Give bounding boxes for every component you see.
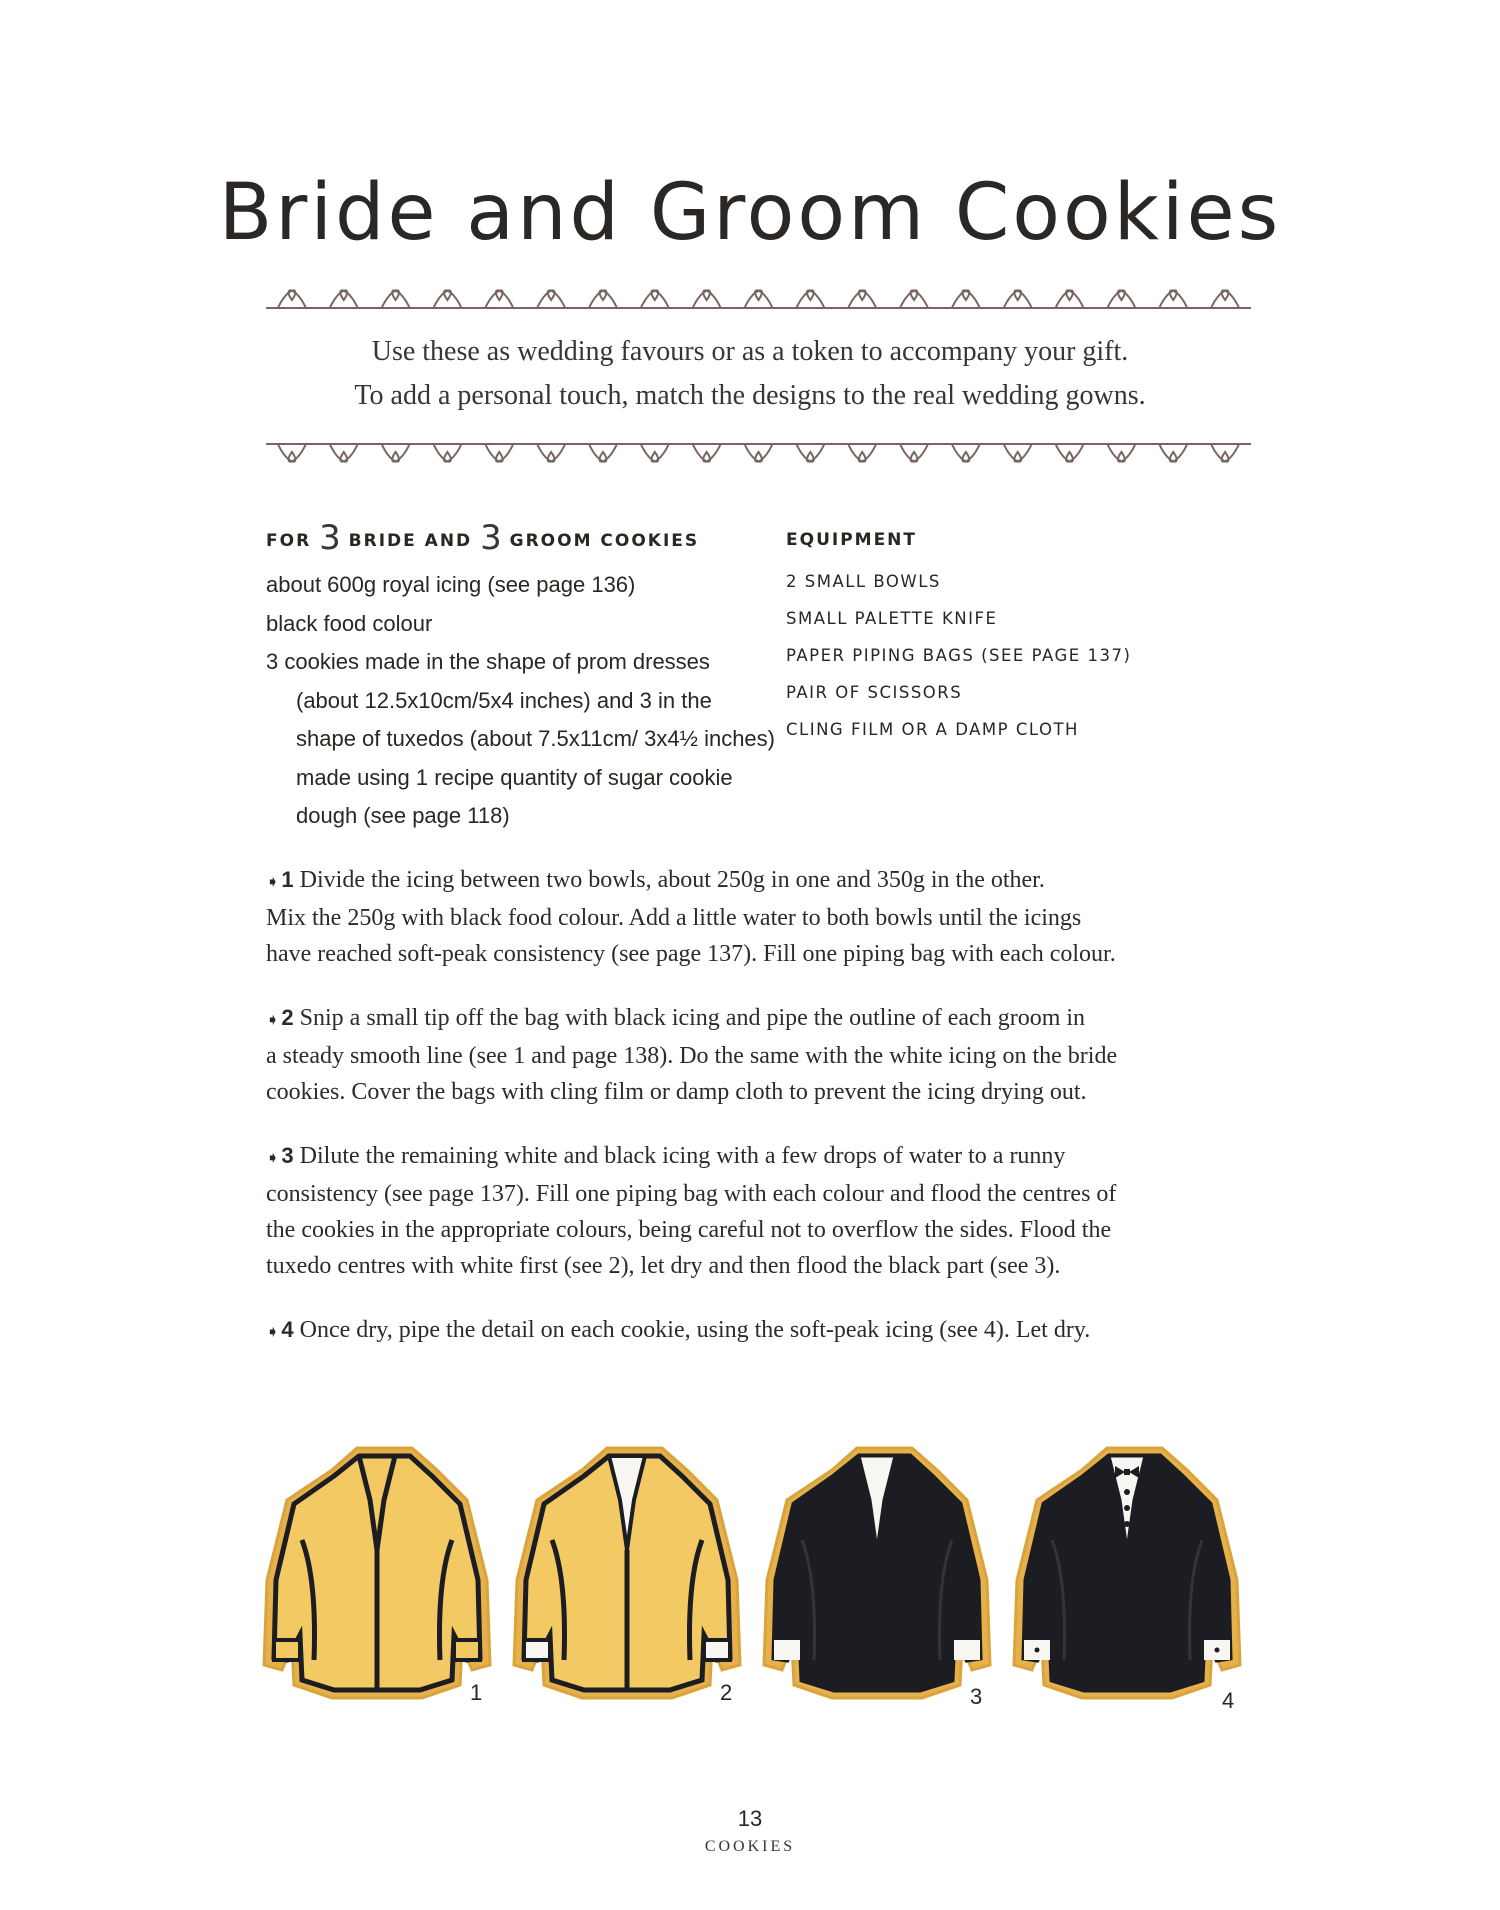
step-4 <box>266 1312 1266 1350</box>
intro-text <box>200 330 1300 418</box>
page-footer <box>0 1806 1500 1856</box>
method-steps <box>266 862 1266 1378</box>
step-arrow-icon: ➧ <box>266 1322 280 1341</box>
ingredients-section <box>266 518 776 836</box>
photo-label: 1 <box>470 1680 483 1705</box>
divider-loop <box>952 444 980 462</box>
photo-step-4 <box>1012 1430 1242 1730</box>
divider-loop <box>1211 290 1239 308</box>
step-1 <box>266 862 1266 972</box>
divider-loop <box>589 444 617 462</box>
equipment-section <box>786 530 1266 748</box>
divider-loop <box>1159 290 1187 308</box>
photo-label: 3 <box>970 1684 983 1709</box>
tuxedo-cookie-image <box>512 1430 742 1710</box>
ingredient-item: black food colour <box>266 610 433 636</box>
equipment-item: CLING FILM OR A DAMP CLOTH <box>786 720 1079 739</box>
tuxedo-cookie-image <box>762 1430 992 1710</box>
divider-loop <box>641 290 669 308</box>
heading-text: FOR <box>266 531 312 551</box>
heading-number: 3 <box>480 518 502 558</box>
equipment-list <box>786 563 1266 748</box>
divider-loop <box>278 290 306 308</box>
equipment-item: SMALL PALETTE KNIFE <box>786 609 998 628</box>
divider-loop <box>537 290 565 308</box>
step-text-line: Dilute the remaining white and black icing with a few drops of water to a runny <box>299 1143 1066 1169</box>
photo-step-3 <box>762 1430 992 1730</box>
divider-loop <box>382 444 410 462</box>
step-arrow-icon: ➧ <box>266 1148 280 1167</box>
divider-loop <box>641 444 669 462</box>
step-number: 2 <box>281 1005 294 1030</box>
photo-step-2 <box>512 1430 742 1730</box>
divider-loop <box>848 290 876 308</box>
step-arrow-icon: ➧ <box>266 872 280 891</box>
equipment-item: PAIR OF SCISSORS <box>786 683 963 702</box>
divider-loop <box>1056 290 1084 308</box>
step-text-line: Snip a small tip off the bag with black icing and pipe the outline of each groom in <box>299 1005 1086 1031</box>
step-arrow-icon: ➧ <box>266 1010 280 1029</box>
photo-label: 4 <box>1222 1688 1235 1713</box>
divider-loop <box>1159 444 1187 462</box>
step-text-line: tuxedo centres with white first (see 2), let dry and then flood the black part (see 3). <box>266 1253 1061 1279</box>
ingredient-item: about 600g royal icing (see page 136) <box>266 572 636 597</box>
ingredient-item: 3 cookies made in the shape of prom dresses (about 12.5x10cm/5x4 inches) and 3 in the shape of tuxedos (about 7.5x11cm/ 3x4½ inches) made using 1 recipe quantity of sugar cookie dough (see page 118) <box>266 649 775 828</box>
divider-loop <box>693 444 721 462</box>
divider-loop <box>693 290 721 308</box>
divider-loop <box>485 444 513 462</box>
divider-ornament-top <box>266 278 1251 318</box>
section-name: COOKIES <box>704 1838 796 1855</box>
step-number: 4 <box>281 1317 294 1342</box>
divider-loop <box>589 290 617 308</box>
ingredients-heading <box>266 518 776 558</box>
divider-loop <box>330 290 358 308</box>
divider-loop <box>278 444 306 462</box>
divider-loop <box>952 290 980 308</box>
step-3 <box>266 1138 1266 1284</box>
equipment-item: 2 SMALL BOWLS <box>786 572 941 591</box>
photo-label: 2 <box>720 1680 733 1705</box>
step-text-line: a steady smooth line (see 1 and page 138). Do the same with the white icing on the bride <box>266 1043 1118 1069</box>
intro-line: Use these as wedding favours or as a token to accompany your gift. <box>371 336 1129 367</box>
divider-loop <box>745 444 773 462</box>
page-title: Bride and Groom Cookies <box>218 168 1282 258</box>
divider-loop <box>1004 290 1032 308</box>
equipment-item: PAPER PIPING BAGS (SEE PAGE 137) <box>786 646 1132 665</box>
divider-loop <box>537 444 565 462</box>
divider-loop <box>1056 444 1084 462</box>
step-2 <box>266 1000 1266 1110</box>
step-photos <box>262 1430 1242 1730</box>
tuxedo-cookie-image <box>1012 1430 1242 1710</box>
ingredients-list <box>266 566 776 836</box>
divider-loop <box>1107 444 1135 462</box>
divider-loop <box>382 290 410 308</box>
divider-loop <box>848 444 876 462</box>
step-text-line: Once dry, pipe the detail on each cookie, using the soft-peak icing (see 4). Let dry. <box>299 1317 1091 1343</box>
heading-number: 3 <box>319 518 341 558</box>
divider-loop <box>1211 444 1239 462</box>
divider-loop <box>745 290 773 308</box>
divider-loop <box>900 444 928 462</box>
heading-text: GROOM COOKIES <box>509 531 700 551</box>
divider-loop <box>433 444 461 462</box>
photo-step-1 <box>262 1430 492 1730</box>
divider-loop <box>796 290 824 308</box>
divider-loop <box>1004 444 1032 462</box>
heading-text: BRIDE AND <box>348 531 473 551</box>
page-number: 13 <box>737 1806 763 1831</box>
step-text-line: Mix the 250g with black food colour. Add a little water to both bowls until the icings <box>266 905 1082 931</box>
step-number: 3 <box>281 1143 294 1168</box>
divider-loop <box>433 290 461 308</box>
divider-loop <box>485 290 513 308</box>
step-text-line: consistency (see page 137). Fill one piping bag with each colour and flood the centres of <box>266 1181 1117 1207</box>
divider-loop <box>330 444 358 462</box>
divider-ornament-bottom <box>266 430 1251 470</box>
step-text-line: cookies. Cover the bags with cling film or damp cloth to prevent the icing drying out. <box>266 1079 1087 1105</box>
tuxedo-cookie-image <box>262 1430 492 1710</box>
equipment-heading: EQUIPMENT <box>786 530 918 550</box>
divider-loop <box>796 444 824 462</box>
step-text-line: Divide the icing between two bowls, about 250g in one and 350g in the other. <box>299 867 1045 893</box>
divider-loop <box>1107 290 1135 308</box>
step-text-line: the cookies in the appropriate colours, being careful not to overflow the sides. Flood the <box>266 1217 1112 1243</box>
divider-loop <box>900 290 928 308</box>
step-number: 1 <box>281 867 294 892</box>
intro-line: To add a personal touch, match the designs to the real wedding gowns. <box>354 380 1146 411</box>
step-text-line: have reached soft-peak consistency (see page 137). Fill one piping bag with each colour. <box>266 941 1116 967</box>
